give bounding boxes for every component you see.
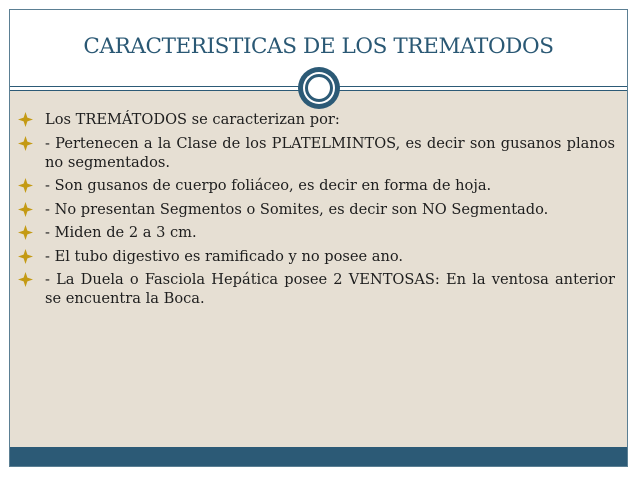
bullet-text: - Son gusanos de cuerpo foliáceo, es decir en forma de hoja.	[45, 177, 492, 194]
bullet-text: Los TREMÁTODOS se caracterizan por:	[45, 111, 340, 128]
slide-title: CARACTERISTICAS DE LOS TREMATODOS	[83, 34, 554, 59]
bullet-text: - No presentan Segmentos o Somites, es decir son NO Segmentado.	[45, 200, 549, 218]
bullet-text: - Pertenecen a la Clase de los PLATELMINTOS, es decir son gusanos planos no segmentados.	[45, 134, 615, 171]
decorative-inner-ring-icon	[305, 74, 333, 102]
bullet-text: - La Duela o Fasciola Hepática posee 2 VENTOSAS: En la ventosa anterior se encuentra la Boca.	[45, 271, 615, 307]
bullet-text: - Miden de 2 a 3 cm.	[45, 224, 197, 241]
bullet-text: - El tubo digestivo es ramificado y no posee ano.	[45, 247, 404, 265]
